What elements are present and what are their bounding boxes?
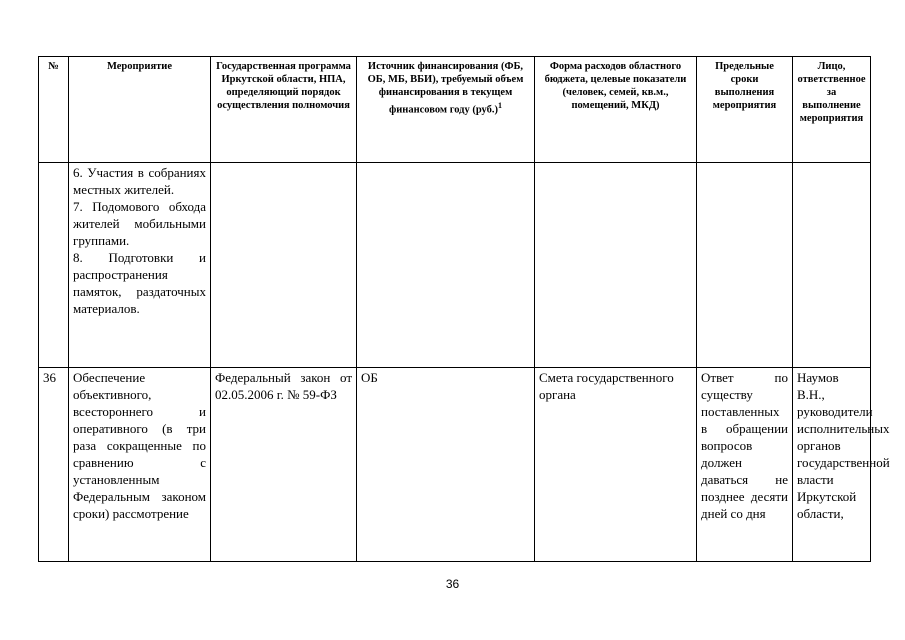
table-row-continuation — [39, 163, 871, 368]
list-item: 7. Подомового обхода жителей мобильными группами. — [73, 199, 206, 248]
measures-table — [38, 56, 890, 562]
cell-measure: Обеспечение объективного, всестороннего и оперативного (в три раза сокращенные по сравнению с установленным Федеральным законом сроки) рассмотрение — [69, 368, 211, 562]
page-number: 36 — [445, 577, 460, 591]
cell-deadline — [697, 163, 793, 368]
header-number: № — [39, 57, 69, 163]
cell-number: 36 — [39, 368, 69, 562]
cell-expense-form — [535, 163, 697, 368]
header-measure: Мероприятие — [69, 57, 211, 163]
cell-program: Федеральный закон от 02.05.2006 г. № 59-ФЗ — [211, 368, 357, 562]
header-deadline: Предельные сроки выполнения мероприятия — [697, 57, 793, 163]
footnote-marker: 1 — [498, 101, 503, 110]
cell-funding-source — [357, 163, 535, 368]
table-header-row — [39, 57, 871, 163]
cell-funding-source: ОБ — [357, 368, 535, 562]
list-item: 8. Подготовки и распространения памяток, раздаточных материалов. — [73, 250, 206, 316]
table-row-36 — [39, 368, 871, 562]
cell-measure — [69, 163, 211, 368]
header-funding-source-text: Источник финансирования (ФБ, ОБ, МБ, ВБИ), требуемый объем финансирования в текущем финансовом году (руб.) — [367, 61, 524, 116]
header-funding-source — [357, 57, 535, 163]
header-expense-form: Форма расходов областного бюджета, целевые показатели (человек, семей, кв.м., помещений, МКД) — [535, 57, 697, 163]
cell-deadline: Ответ по существу поставленных в обращении вопросов должен даваться не позднее десяти дней со дня — [697, 368, 793, 562]
cell-program — [211, 163, 357, 368]
header-program: Государственная программа Иркутской области, НПА, определяющий порядок осуществления полномочия — [211, 57, 357, 163]
list-item: 6. Участия в собраниях местных жителей. — [73, 165, 206, 197]
cell-responsible — [793, 163, 871, 368]
cell-number — [39, 163, 69, 368]
cell-responsible: Наумов В.Н., руководители исполнительных органов государственной власти Иркутской области, — [793, 368, 871, 562]
cell-expense-form: Смета государственного органа — [535, 368, 697, 562]
header-responsible: Лицо, ответственное за выполнение мероприятия — [793, 57, 871, 163]
